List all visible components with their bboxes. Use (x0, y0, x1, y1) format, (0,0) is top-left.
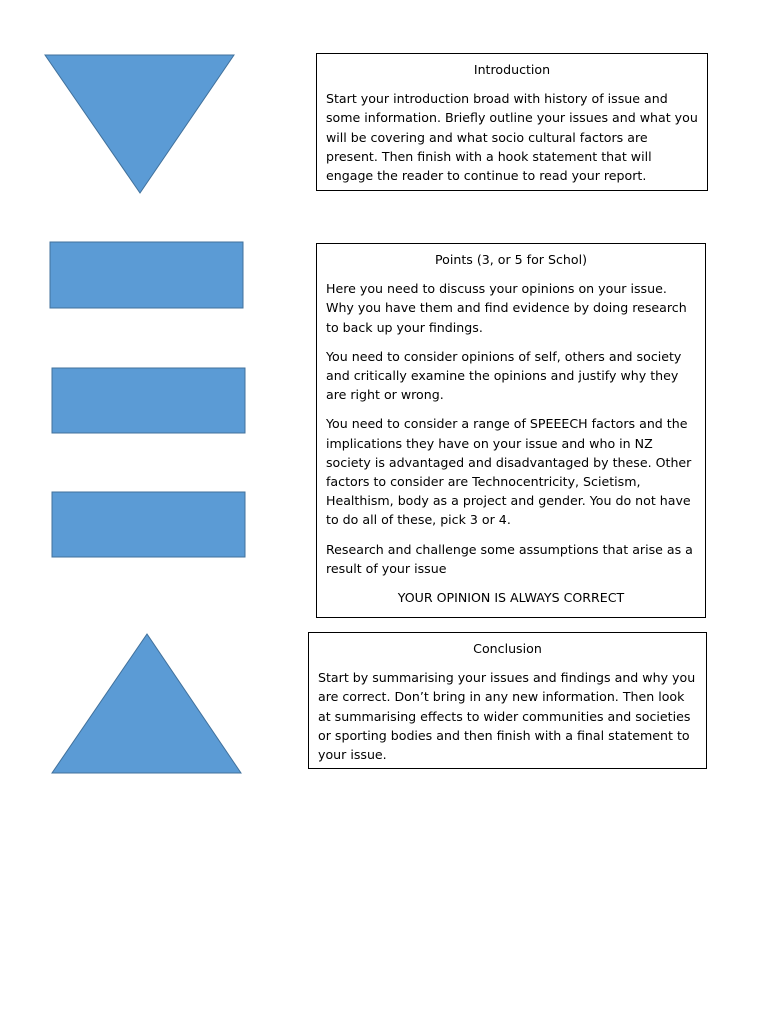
points-paragraph-4: Research and challenge some assumptions that arise as a result of your issue (326, 541, 693, 576)
conclusion-body: Start by summarising your issues and findings and why you are correct. Don’t bring in any new information. Then look at summarising effects to wider communities and societies or sporting bodies and then finish with a final statement to your issue. (318, 670, 696, 763)
rectangle-shape-3 (52, 492, 245, 557)
points-box (316, 243, 706, 618)
points-emphasis: YOUR OPINION IS ALWAYS CORRECT (397, 590, 625, 606)
points-paragraph-2: You need to consider opinions of self, others and society and critically examine the opinions and justify why they are right or wrong. (326, 348, 682, 403)
introduction-title: Introduction (473, 62, 551, 77)
rectangle-shape-2 (52, 368, 245, 433)
introduction-body: Start your introduction broad with history of issue and some information. Briefly outline your issues and what you will be covering and what socio cultural factors are present. Then finish with a hook statement that will engage the reader to continue to read your report. (326, 91, 698, 184)
conclusion-title: Conclusion (473, 641, 542, 656)
points-paragraph-3: You need to consider a range of SPEEECH factors and the implications they have on your issue and who in NZ society is advantaged and disadvantaged by these. Other factors to consider are Technocentricity, Scietism, Healthism, body as a project and gender. You do not have to do all of these, pick 3 or 4. (326, 416, 692, 528)
conclusion-box (308, 632, 707, 769)
inverted-triangle-shape (45, 55, 234, 193)
rectangle-shape-1 (50, 242, 243, 308)
points-title: Points (3, or 5 for Schol) (434, 252, 587, 267)
triangle-shape (52, 634, 241, 773)
introduction-box (316, 53, 708, 191)
points-paragraph-1: Here you need to discuss your opinions on your issue. Why you have them and find evidence by doing research to back up your findings. (326, 281, 687, 335)
